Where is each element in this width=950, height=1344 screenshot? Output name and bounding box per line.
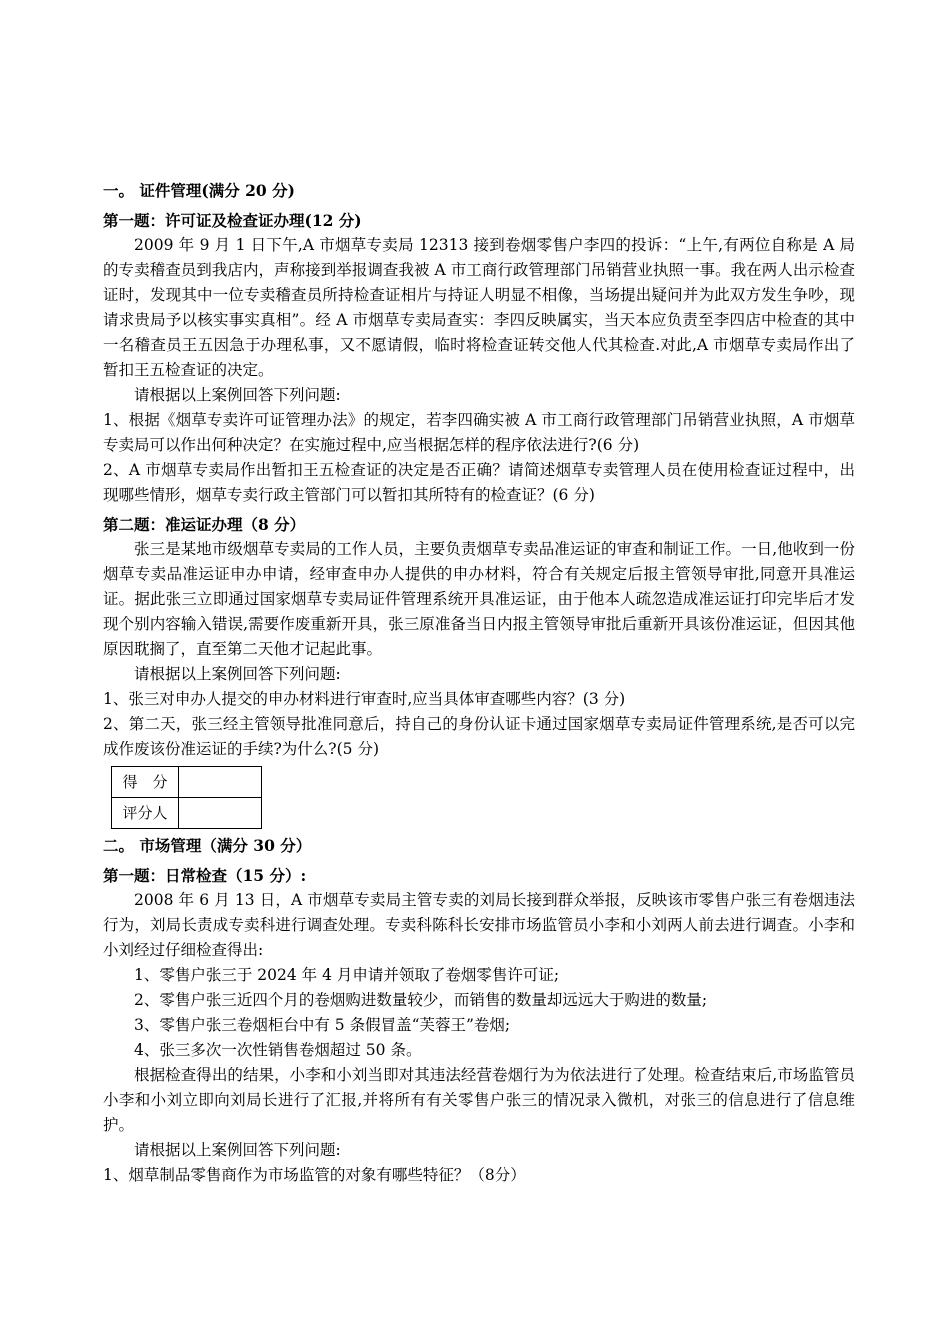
- question-item: 1、根据《烟草专卖许可证管理办法》的规定，若李四确实被 A 市工商行政管理部门吊销营业执照，A 市烟草专卖局可以作出何种决定？在实施过程中,应当根据怎样的程序依法进行?(6 分): [103, 411, 855, 454]
- case-paragraph: 2009 年 9 月 1 日下午,A 市烟草专卖局 12313 接到卷烟零售户李四的投诉：“上午,有两位自称是 A 局的专卖稽查员到我店内，声称接到举报调查我被 A 市工商行政管理部门吊销营业执照一事。我在两人出示检查证时，发现其中一位专卖稽查员所持检查证相片与持证人明显不相像，当场提出疑问并为此双方发生争吵，现请求贵局予以核实事实真相”。经 A 市烟草专卖局查实：李四反映属实，当天本应负责至李四店中检查的其中一名稽查员王五因急于办理私事，又不愿请假，临时将检查证转交他人代其检查.对此,A 市烟草专卖局作出了暂扣王五检查证的决定。: [103, 236, 855, 379]
- question-item: 2、第二天，张三经主管领导批准同意后，持自己的身份认证卡通过国家烟草专卖局证件管理系统,是否可以完成作废该份准运证的手续?为什么?(5 分): [103, 715, 855, 758]
- question-item: 1、烟草制品零售商作为市场监管的对象有哪些特征？（8分）: [103, 1166, 526, 1184]
- score-value-cell[interactable]: [179, 767, 262, 798]
- question-2-title: 第二题：准运证办理（8 分）: [103, 515, 306, 534]
- score-label: 得 分: [112, 767, 179, 798]
- finding-item: 2、零售户张三近四个月的卷烟购进数量较少，而销售的数量却远远大于购进的数量;: [134, 991, 708, 1009]
- answer-prompt: 请根据以上案例回答下列问题:: [134, 1141, 341, 1159]
- case-paragraph: 张三是某地市级烟草专卖局的工作人员，主要负责烟草专卖品准运证的审查和制证工作。一日,他收到一份烟草专卖品准运证申办申请，经审查申办人提供的申办材料，符合有关规定后报主管领导审批,同意开具准运证。据此张三立即通过国家烟草专卖局证件管理系统开具准运证，由于他本人疏忽造成准运证打印完毕后才发现个别内容输入错误,需要作废重新开具，张三原准备当日内报主管领导审批后重新开具该份准运证，但因其他原因耽搁了，直至第二天他才记起此事。: [103, 540, 855, 658]
- answer-prompt: 请根据以上案例回答下列问题:: [134, 665, 341, 683]
- question-1-title: 第一题：许可证及检查证办理(12 分): [103, 211, 362, 230]
- grader-label: 评分人: [112, 798, 179, 829]
- score-table: [111, 766, 262, 829]
- question-item: 1、张三对申办人提交的申办材料进行审查时,应当具体审查哪些内容？(3 分): [103, 690, 626, 708]
- document-content: [103, 178, 855, 1188]
- case-paragraph: 根据检查得出的结果，小李和小刘当即对其违法经营卷烟行为为依法进行了处理。检查结束后,市场监管员小李和小刘立即向刘局长进行了汇报,并将所有有关零售户张三的情况录入微机，对张三的信息进行了信息维护。: [103, 1066, 855, 1134]
- grader-value-cell[interactable]: [179, 798, 262, 829]
- finding-item: 4、张三多次一次性销售卷烟超过 50 条。: [134, 1041, 422, 1059]
- section-2-title: 二。 市场管理（满分 30 分）: [103, 836, 312, 855]
- question-item: 2、A 市烟草专卖局作出暂扣王五检查证的决定是否正确？请简述烟草专卖管理人员在使用检查证过程中，出现哪些情形，烟草专卖行政主管部门可以暂扣其所特有的检查证？(6 分): [103, 461, 855, 504]
- grader-row: [112, 798, 262, 829]
- finding-item: 3、零售户张三卷烟柜台中有 5 条假冒盖“芙蓉王”卷烟;: [134, 1016, 511, 1034]
- answer-prompt: 请根据以上案例回答下列问题:: [134, 386, 341, 404]
- score-row: [112, 767, 262, 798]
- section-1-title: 一。 证件管理(满分 20 分): [103, 181, 295, 200]
- finding-item: 1、零售户张三于 2024 年 4 月申请并领取了卷烟零售许可证;: [134, 966, 560, 984]
- case-paragraph: 2008 年 6 月 13 日，A 市烟草专卖局主管专卖的刘局长接到群众举报，反映该市零售户张三有卷烟违法行为，刘局长责成专卖科进行调查处理。专卖科陈科长安排市场监管员小李和小刘两人前去进行调查。小李和小刘经过仔细检查得出:: [103, 891, 855, 959]
- question-1-title: 第一题：日常检查（15 分）:: [103, 866, 307, 885]
